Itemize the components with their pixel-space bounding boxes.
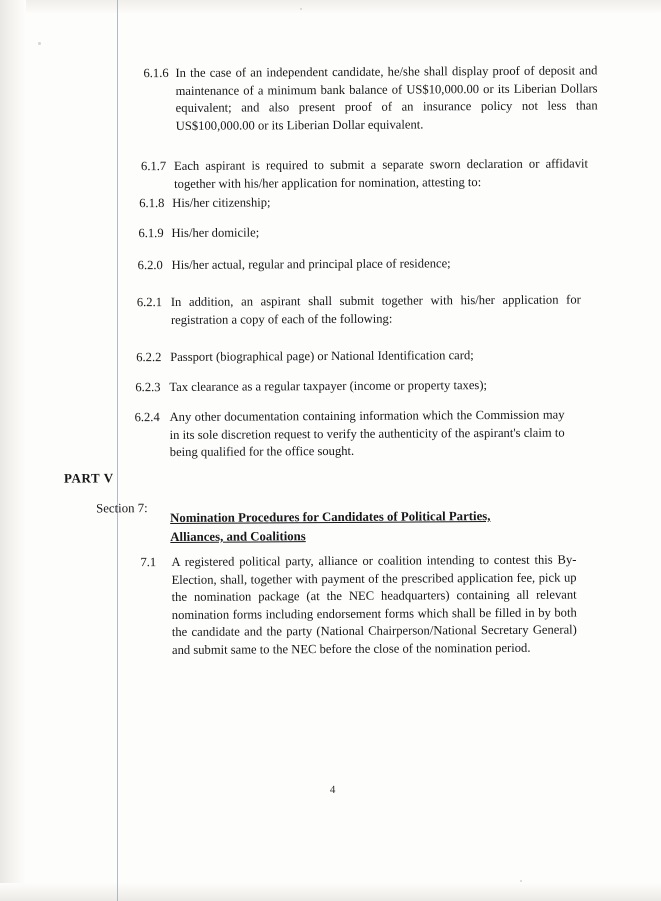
clause-number-6-2-3: 6.2.3: [135, 380, 161, 395]
clause-text-6-2-0: His/her actual, regular and principal place of residence;: [171, 256, 451, 272]
clause-number-6-1-6: 6.1.6: [143, 65, 169, 81]
page-number: 4: [329, 783, 336, 797]
clause-number-6-1-7: 6.1.7: [140, 159, 167, 174]
section-title: Nomination Procedures for Candidates of Political Parties, Alliances, and Coalitions: [170, 509, 491, 544]
clause-number-7-1: 7.1: [140, 555, 157, 570]
clause-text-6-2-2: Passport (biographical page) or National Identification card;: [170, 348, 474, 364]
clause-text-6-1-9: His/her domicile;: [171, 225, 260, 240]
clause-text-6-1-7: Each aspirant is required to submit a separate sworn declaration or affidavit together with his/her application for nomination, attesting to:: [173, 156, 589, 191]
clause-text-6-2-4: Any other documentation containing information which the Commission may in its sole discretion request to verify the authenticity of the aspirant's claim to being qualified for the office sought.: [169, 407, 565, 460]
clause-text-6-2-3: Tax clearance as a regular taxpayer (income or property taxes);: [169, 378, 488, 394]
section-number: Section 7:: [96, 501, 148, 516]
clause-number-6-1-8: 6.1.8: [139, 196, 165, 211]
clause-text-7-1: A registered political party, alliance or coalition intending to contest this By-Election, shall, together with payment of the prescribed application fee, pick up the nomination package (at the NEC headquarters) containing all relevant nomination forms including endorsement forms which shall be filled in by both the candidate and the party (National Chairperson/National Secretary General) and submit same to the NEC before the close of the nomination period.: [171, 552, 577, 657]
clause-number-6-2-4: 6.2.4: [134, 410, 160, 425]
clause-number-6-1-9: 6.1.9: [138, 226, 164, 241]
clause-number-6-2-2: 6.2.2: [136, 350, 162, 365]
clause-text-6-1-8: His/her citizenship;: [172, 195, 271, 210]
clause-text-6-1-6: In the case of an independent candidate, he/she shall display proof of deposit and maintenance of a minimum bank balance of US$10,000.00 or its Liberian Dollars equivalent; and also present proof of an insurance policy not less than US$100,000.00 or its Liberian Dollar equivalent.: [175, 63, 598, 133]
part-label: PART V: [63, 470, 114, 486]
clause-text-6-2-1: In addition, an aspirant shall submit together with his/her application for registration a copy of each of the following:: [170, 292, 581, 327]
clause-number-6-2-0: 6.2.0: [137, 258, 163, 273]
clause-number-6-2-1: 6.2.1: [136, 295, 163, 310]
